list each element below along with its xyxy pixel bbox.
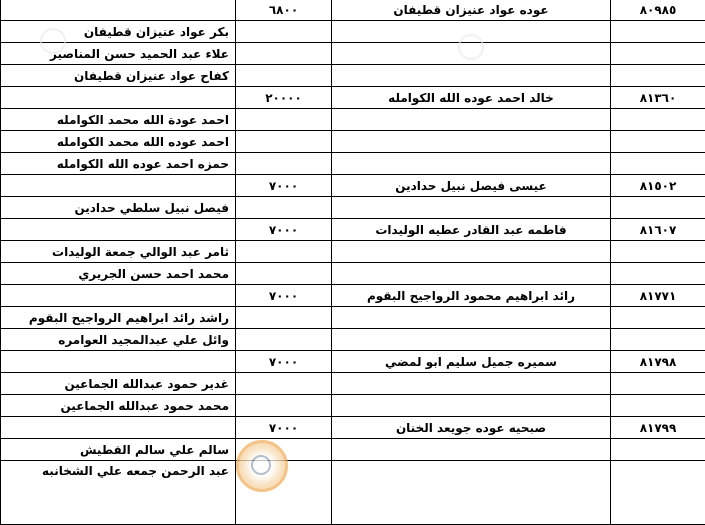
dependent-name-cell bbox=[1, 219, 236, 241]
beneficiary-name-cell: رائد ابراهيم محمود الرواجيح البقوم bbox=[332, 285, 611, 307]
amount-cell bbox=[236, 109, 332, 131]
dependent-name-cell: احمد عودة الله محمد الكوامله bbox=[1, 109, 236, 131]
record-number-cell bbox=[611, 21, 705, 43]
watermark-seal bbox=[458, 34, 484, 60]
dependent-name-cell bbox=[1, 351, 236, 373]
beneficiary-name-cell bbox=[332, 131, 611, 153]
record-number-cell bbox=[611, 43, 705, 65]
beneficiary-name-cell bbox=[332, 461, 611, 525]
record-number-cell: ٨١٥٠٢ bbox=[611, 175, 705, 197]
beneficiary-name-cell bbox=[332, 153, 611, 175]
table-row bbox=[1, 307, 705, 329]
record-number-cell: ٨١٧٩٨ bbox=[611, 351, 705, 373]
table-row bbox=[1, 0, 705, 21]
amount-cell: ٧٠٠٠ bbox=[236, 175, 332, 197]
beneficiary-name-cell bbox=[332, 65, 611, 87]
amount-cell: ٧٠٠٠ bbox=[236, 417, 332, 439]
dependent-name-cell: محمد حمود عبدالله الجماعين bbox=[1, 395, 236, 417]
record-number-cell bbox=[611, 153, 705, 175]
table-row bbox=[1, 131, 705, 153]
record-number-cell bbox=[611, 131, 705, 153]
table-row bbox=[1, 329, 705, 351]
record-number-cell: ٨٠٩٨٥ bbox=[611, 0, 705, 21]
dependent-name-cell: محمد احمد حسن الجريري bbox=[1, 263, 236, 285]
amount-cell: ٧٠٠٠ bbox=[236, 219, 332, 241]
amount-cell bbox=[236, 43, 332, 65]
dependent-name-cell bbox=[1, 87, 236, 109]
amount-cell bbox=[236, 65, 332, 87]
table-row bbox=[1, 351, 705, 373]
dependent-name-cell: ثامر عبد الوالي جمعة الوليدات bbox=[1, 241, 236, 263]
dependent-name-cell: بكر عواد عنيزان قطيفان bbox=[1, 21, 236, 43]
table-row bbox=[1, 395, 705, 417]
table-row bbox=[1, 263, 705, 285]
beneficiary-name-cell bbox=[332, 197, 611, 219]
beneficiary-name-cell: فاطمه عبد القادر عطيه الوليدات bbox=[332, 219, 611, 241]
record-number-cell: ٨١٧٧١ bbox=[611, 285, 705, 307]
table-row bbox=[1, 153, 705, 175]
beneficiary-name-cell: خالد احمد عوده الله الكوامله bbox=[332, 87, 611, 109]
amount-cell bbox=[236, 395, 332, 417]
table-row bbox=[1, 65, 705, 87]
amount-cell bbox=[236, 307, 332, 329]
record-number-cell bbox=[611, 197, 705, 219]
table-row bbox=[1, 439, 705, 461]
watermark-seal bbox=[40, 28, 66, 54]
dependent-name-cell: فيصل نبيل سلطي حدادين bbox=[1, 197, 236, 219]
amount-cell: ٦٨٠٠ bbox=[236, 0, 332, 21]
dependent-name-cell: علاء عبد الحميد حسن المناصير bbox=[1, 43, 236, 65]
dependent-name-cell: حمزه احمد عوده الله الكوامله bbox=[1, 153, 236, 175]
amount-cell: ٢٠٠٠٠ bbox=[236, 87, 332, 109]
amount-cell bbox=[236, 263, 332, 285]
beneficiary-name-cell bbox=[332, 241, 611, 263]
table-row bbox=[1, 373, 705, 395]
beneficiary-name-cell bbox=[332, 373, 611, 395]
amount-cell bbox=[236, 241, 332, 263]
dependent-name-cell: غدير حمود عبدالله الجماعين bbox=[1, 373, 236, 395]
dependent-name-cell bbox=[1, 175, 236, 197]
dependent-name-cell: وائل علي عبدالمجيد العوامره bbox=[1, 329, 236, 351]
table-row bbox=[1, 285, 705, 307]
record-number-cell bbox=[611, 329, 705, 351]
table-row bbox=[1, 175, 705, 197]
beneficiary-name-cell bbox=[332, 109, 611, 131]
table-row bbox=[1, 219, 705, 241]
amount-cell bbox=[236, 373, 332, 395]
record-number-cell bbox=[611, 395, 705, 417]
table-row bbox=[1, 461, 705, 525]
dependent-name-cell: راشد رائد ابراهيم الرواجيح البقوم bbox=[1, 307, 236, 329]
amount-cell bbox=[236, 21, 332, 43]
record-number-cell bbox=[611, 461, 705, 525]
beneficiary-name-cell: سميره جميل سليم ابو لمضي bbox=[332, 351, 611, 373]
dependent-name-cell: احمد عوده الله محمد الكوامله bbox=[1, 131, 236, 153]
record-number-cell bbox=[611, 439, 705, 461]
amount-cell bbox=[236, 131, 332, 153]
amount-cell bbox=[236, 197, 332, 219]
record-number-cell bbox=[611, 65, 705, 87]
table-row bbox=[1, 241, 705, 263]
beneficiary-name-cell: صبحيه عوده جويعد الخنان bbox=[332, 417, 611, 439]
record-number-cell: ٨١٦٠٧ bbox=[611, 219, 705, 241]
record-number-cell bbox=[611, 263, 705, 285]
stamp-seal bbox=[236, 440, 288, 492]
amount-cell bbox=[236, 153, 332, 175]
amount-cell: ٧٠٠٠ bbox=[236, 351, 332, 373]
table-row bbox=[1, 417, 705, 439]
record-number-cell bbox=[611, 241, 705, 263]
beneficiary-name-cell bbox=[332, 263, 611, 285]
table-row bbox=[1, 197, 705, 219]
dependent-name-cell bbox=[1, 0, 236, 21]
dependent-name-cell: سالم علي سالم القطيش bbox=[1, 439, 236, 461]
beneficiary-name-cell: عوده عواد عنيزان قطيفان bbox=[332, 0, 611, 21]
dependent-name-cell: عبد الرحمن جمعه علي الشخانبه bbox=[1, 461, 236, 525]
beneficiary-name-cell bbox=[332, 439, 611, 461]
record-number-cell bbox=[611, 109, 705, 131]
amount-cell: ٧٠٠٠ bbox=[236, 285, 332, 307]
dependent-name-cell: كفاح عواد عنيزان قطيفان bbox=[1, 65, 236, 87]
table-row bbox=[1, 109, 705, 131]
record-number-cell bbox=[611, 373, 705, 395]
table-row bbox=[1, 87, 705, 109]
record-number-cell bbox=[611, 307, 705, 329]
dependent-name-cell bbox=[1, 417, 236, 439]
record-number-cell: ٨١٣٦٠ bbox=[611, 87, 705, 109]
records-table-body bbox=[1, 0, 705, 525]
table-row bbox=[1, 43, 705, 65]
beneficiary-name-cell bbox=[332, 307, 611, 329]
dependent-name-cell bbox=[1, 285, 236, 307]
beneficiary-name-cell: عيسى فيصل نبيل حدادين bbox=[332, 175, 611, 197]
record-number-cell: ٨١٧٩٩ bbox=[611, 417, 705, 439]
beneficiary-name-cell bbox=[332, 395, 611, 417]
beneficiary-name-cell bbox=[332, 329, 611, 351]
table-row bbox=[1, 21, 705, 43]
amount-cell bbox=[236, 329, 332, 351]
